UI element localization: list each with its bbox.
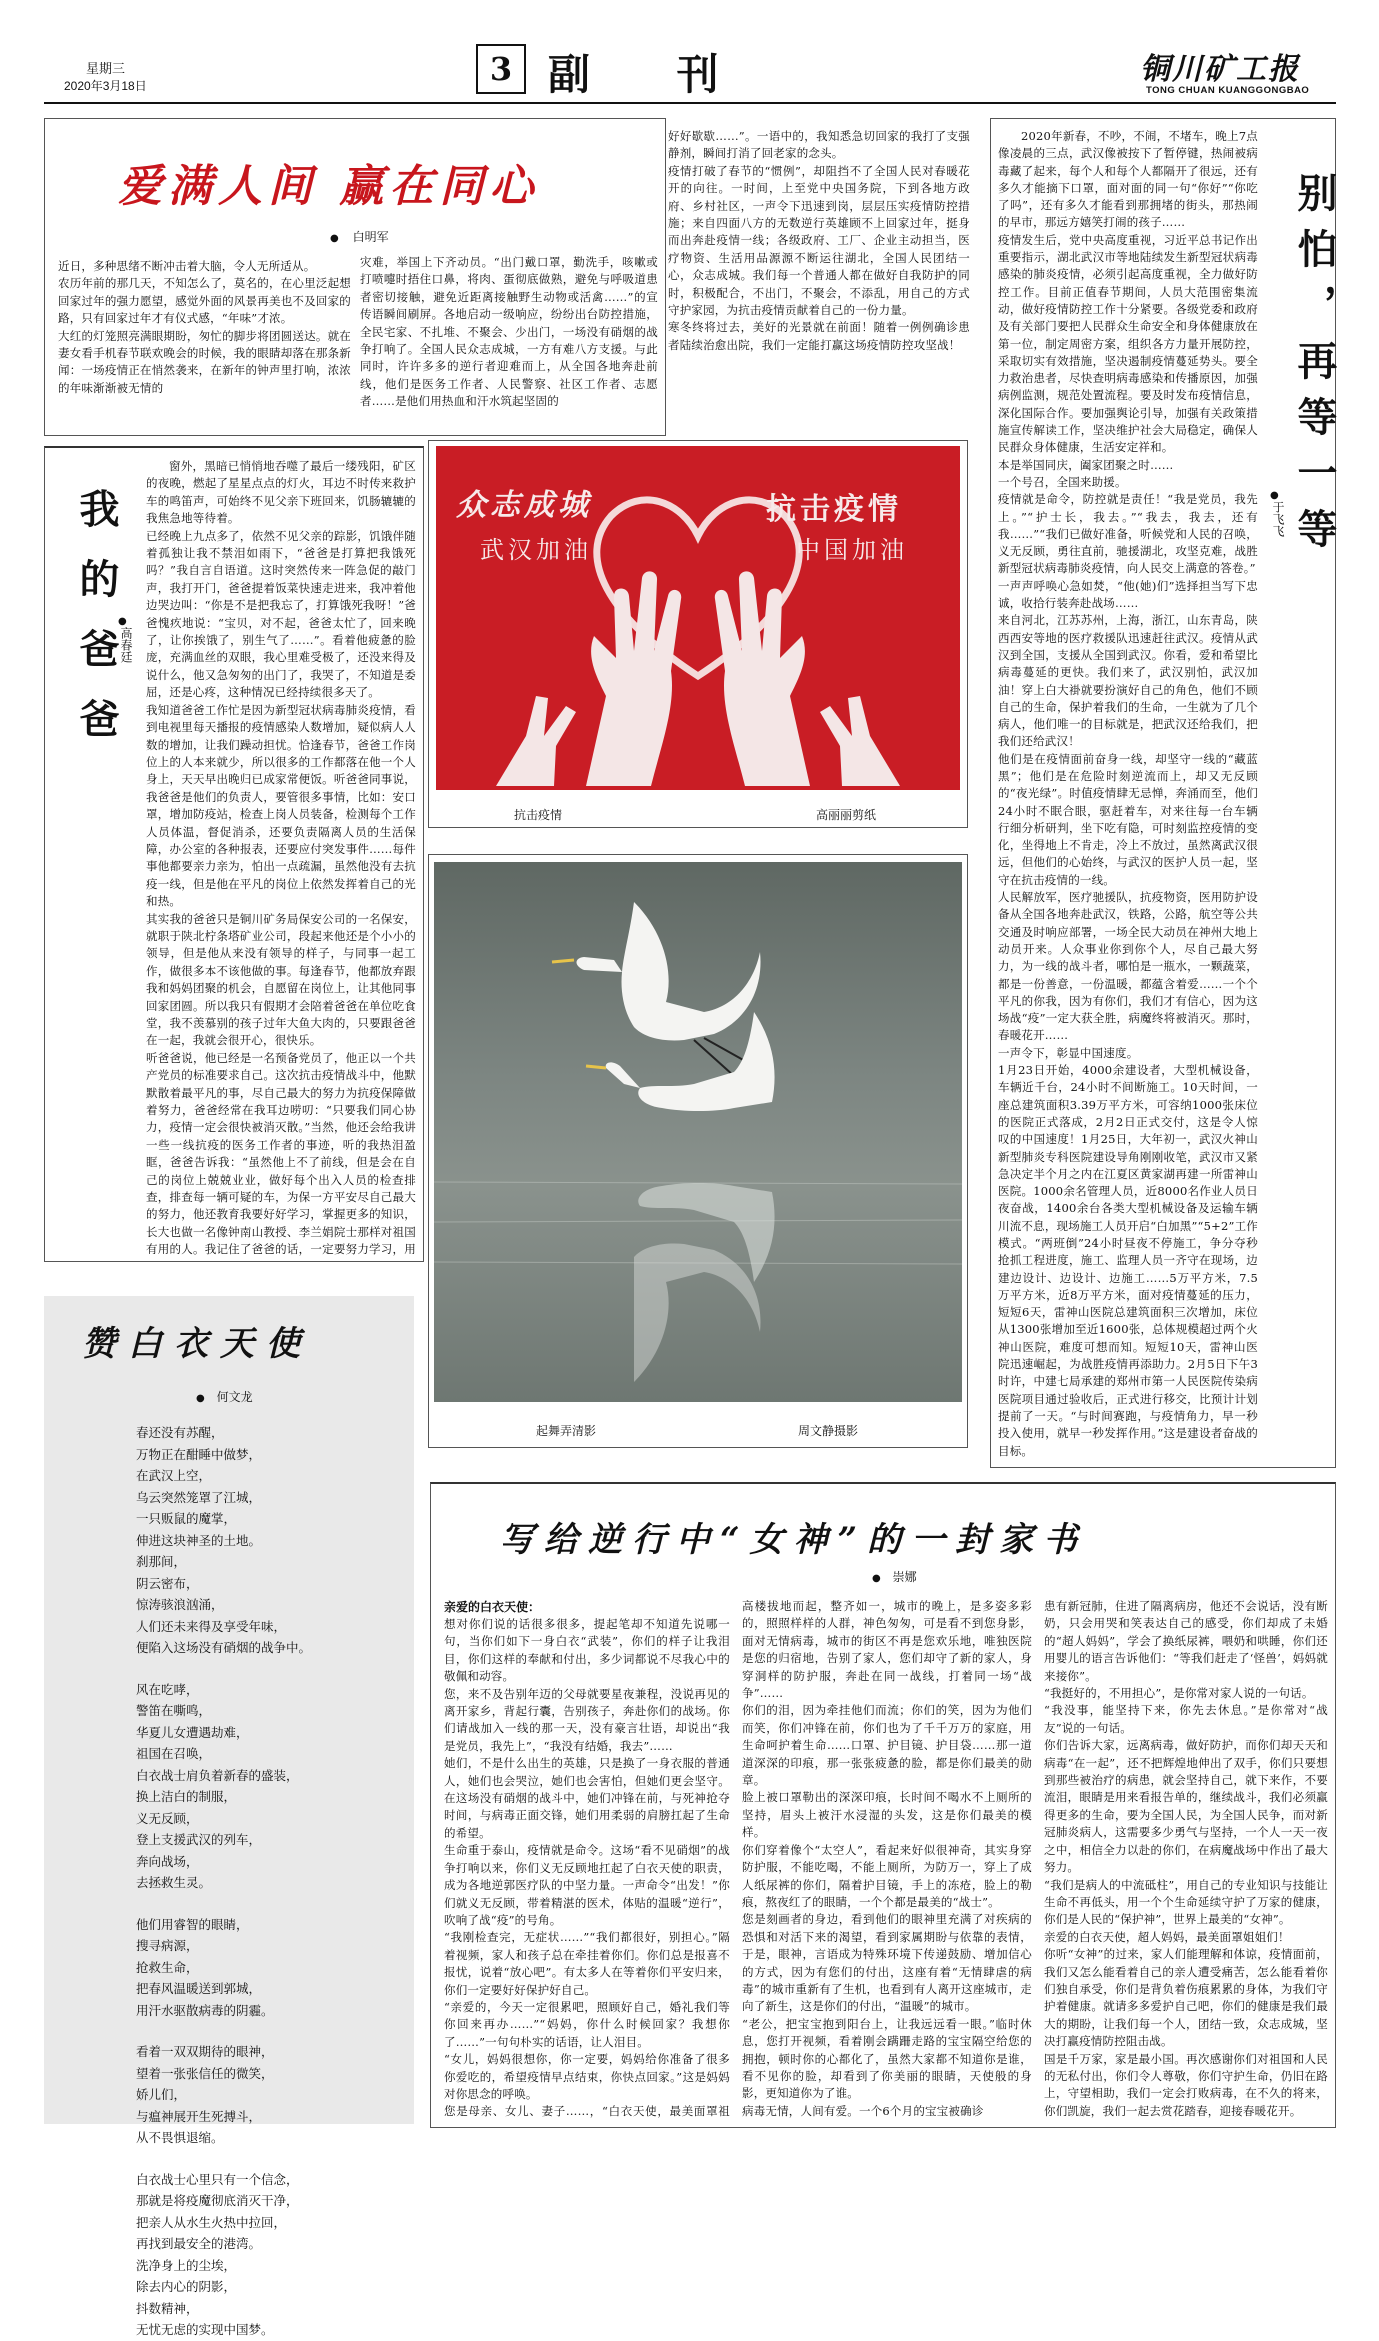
poem-line: 万物正在酣睡中做梦， [136, 1446, 262, 1462]
weekday: 星期三 [86, 61, 126, 76]
masthead-rule [44, 102, 1336, 104]
stanza-gap [136, 2021, 406, 2041]
poem-line: 抢救生命， [136, 1959, 199, 1975]
article-letter-col2: 高楼拔地而起，整齐如一，城市的晚上，是多姿多彩的，照照样样的人群，神色匆匆，可是看不到您身影，面对无情病毒，城市的街区不再是您欢乐地，唯独医院是您的归宿地，告别了家人，您们却守了新的家人，身穿洞样的防护服，奔赴在同一战线，打着同一场“战争”…… 你们的泪，因为牵挂他们而流；你们的笑，因为为他们而笑，你们冲锋在前，你们也为了千千万万的家庭，用生命呵护着生命……口罩、护目镜、护目袋……那一道道深深的印痕，那一张张疲惫的脸，都是你们最美的勋章。 脸上被口罩勒出的深深印痕，长时间不喝水不上厕所的坚持，眉头上被汗水浸湿的头发，这是你们最美的模样。 你们穿着像个“太空人”，看起来好似很神奇，其实身穿防护服，不能吃喝，不能上厕所，为防万一，穿上了成人纸尿裤的你们，隔着护目镜，手上的冻疮，脸上的勒痕，熬夜红了的眼睛，一个个都是最美的“战士”。 您是刻画者的身边，看到他们的眼神里充满了对疾病的恐惧和对活下来的渴望，看到家属期盼与依靠的表情，于是，眼神，言语成为特殊环境下传递鼓励、增加信心的方式，因为有您们的付出，这座有着“无情肆虐的病毒”的城市重新有了生机，也看到有人离开这座城市，走向了新生，这是你们的付出，“温暖”的城市。 “老公，把宝宝抱到阳台上，让我远远看一眼。”临时休息，您打开视频，看着刚会蹒跚走路的宝宝隔空给您的拥抱，顿时你的心都化了，虽然大家都不知道你是谁，看不见你的脸，却看到了你美丽的眼睛，天使般的身影，更知道你为了谁。 病毒无情，人间有爱。一个6个月的宝宝被确诊 [742, 1599, 1032, 2118]
article-fear-author-block [1270, 490, 1321, 540]
article-fear-title: 别怕，再等一等 [1291, 172, 1338, 564]
poem-line: 白衣战士肩负着新春的盛装， [136, 1767, 299, 1783]
poem-line: 无忧无虑的实现中国梦。 [136, 2322, 274, 2337]
poem-line: 抖数精神， [136, 2300, 199, 2316]
poem-line: 从不畏惧退缩。 [136, 2130, 224, 2145]
poem-line: 去拯救生灵。 [136, 1875, 212, 1890]
bullet-icon: ● [1270, 490, 1279, 501]
poem-praise-body [136, 1422, 406, 2341]
paper-cut-image [436, 446, 960, 790]
poem-line: 看着一双双期待的眼神， [136, 2044, 274, 2059]
poem-line: 奔向战场， [136, 1853, 199, 1869]
page-number: 3 [489, 50, 513, 88]
poem-line: 人们还未来得及享受年味， [136, 1618, 287, 1634]
poem-line: 刹那间， [136, 1554, 187, 1569]
article-letter-author-name: 崇娜 [892, 1570, 917, 1584]
egret-birds-icon [434, 862, 962, 1402]
poem-praise-author [196, 1388, 253, 1405]
poem-line: 乌云突然笼罩了江城， [136, 1489, 262, 1505]
poem-line: 便陷入这场没有硝烟的战争中。 [136, 1640, 312, 1655]
section-title: 副 刊 [548, 50, 755, 99]
photo-top-caption-right: 高丽丽剪纸 [816, 808, 877, 822]
poem-line: 他们用睿智的眼睛， [136, 1916, 249, 1932]
poem-line: 惊涛骇浪汹涌， [136, 1597, 224, 1612]
banner-left-1: 众志成城 [456, 488, 592, 523]
article-love-title: 爱满人间 赢在同心 [118, 161, 540, 212]
poem-praise-author-name: 何文龙 [216, 1390, 253, 1404]
poem-line: 祖国在召唤， [136, 1746, 212, 1761]
article-letter-col1: 想对你们说的话很多很多，提起笔却不知道先说哪一句，当你们如下一身白衣“武装”，你们的样子让我泪目，你们这样的奉献和付出，多少词都说不尽我心中的敬佩和动容。 您，来不及告别年迈的父母就要星夜兼程，没说再见的离开家乡，背起行囊，告别孩子，奔赴你们的战场。你们请战加入一线的那一天，没有豪言壮语，却说出“我是党员，我先上”，“我没有结婚，我去”…… 她们，不是什么出生的英雄，只是换了一身衣服的普通人，她们也会哭泣，她们也会害怕，但她们更会坚守。在这场没有硝烟的战斗中，她们冲锋在前，与死神抢夺时间，与病毒正面交锋，她们用柔弱的肩膀扛起了生命的希望。 生命重于泰山，疫情就是命令。这场“看不见硝烟”的战争打响以来，你们义无反顾地扛起了白衣天使的职责，成为各地逆郭医疗队的中坚力量。一声命令“出发！”你们就义无反顾，带着精湛的医术，体贴的温暖“逆行”，吹响了战“疫”的号角。 “我刚检查完，无症状……”“我们都很好，别担心。”隔着视频，家人和孩子总在牵挂着你们。你们总是报喜不报忧，说着“放心吧”。有太多人在等着你们平安归来，你们一定要好好保护好自己。 “亲爱的，今天一定很累吧，照顾好自己，婚礼我们等你回来再办……”“妈妈，你什么时候回家？我想你了……”一句句朴实的话语，让人泪目。 “女儿，妈妈很想你，你一定要，妈妈给你准备了很多你爱吃的，希望疫情早点结束，你快点回家。”这是妈妈对你思念的呼唤。 您是母亲、女儿、妻子……，“白衣天使，最美面罩祖 [444, 1617, 730, 2119]
issue-date: 2020年3月18日 [64, 79, 147, 93]
article-dad-title: 我的爸爸 [73, 488, 120, 768]
article-love-author-name: 白明军 [352, 230, 389, 244]
poem-line: 华夏儿女遭遇劫难， [136, 1724, 249, 1740]
banner-left-2: 武汉加油 [480, 536, 592, 564]
stanza-gap [136, 2149, 406, 2169]
bullet-icon: ● [118, 616, 127, 627]
stanza-gap [136, 1659, 406, 1679]
poem-line: 登上支援武汉的列车， [136, 1832, 262, 1847]
poem-line: 在武汉上空， [136, 1468, 212, 1483]
poem-line: 义无反顾， [136, 1810, 199, 1826]
page-number-badge [476, 44, 526, 94]
poem-line: 那就是将疫魔彻底消灭干净， [136, 2193, 299, 2208]
poem-line: 再找到最安全的港湾。 [136, 2236, 262, 2251]
article-love-col3: 好好歇歇……”。一语中的，我知悉急切回家的我打了支强静剂，瞬间打消了回老家的念头。 疫情打破了春节的“惯例”，却阻挡不了全国人民对春暖花开的向往。一时间，上至党中央国务院，下到各地方政府、乡村社区，一声令下迅速到岗，层层压实疫情防控措施；来自四面八方的无数逆行英雄顾不上回家过年，挺身而出奔赴疫情一线；各级政府、工厂、企业主动担当，医疗物资、生活用品源源不断运往湖北，全国人民团结一心，众志成城。我们每一个普通人都在做好自我防护的同时，积极配合，不出门，不聚会，不添乱，用自己的方式守护家园，为抗击疫情贡献着自己的一份力量。 寒冬终将过去，美好的光景就在前面！随着一例例确诊患者陆续治愈出院，我们一定能打赢这场疫情防控攻坚战！ [668, 129, 970, 352]
paper-name-en: TONG CHUAN KUANGGONGBAO [1146, 85, 1310, 96]
article-letter-title: 写给逆行中“女神”的一封家书 [500, 1520, 1088, 1560]
photo-bottom-caption-right: 周文静摄影 [798, 1424, 859, 1438]
article-dad-author: 高春廷 [119, 627, 133, 663]
bullet-icon: ● [330, 233, 339, 244]
poem-praise-title: 赞白衣天使 [82, 1324, 312, 1364]
bullet-icon: ● [196, 1393, 205, 1404]
poem-line: 把春风温暖送到郭城， [136, 1981, 262, 1996]
poem-line: 除去内心的阴影， [136, 2279, 237, 2294]
poem-line: 一只贩鼠的魔掌， [136, 1511, 237, 1526]
bullet-icon: ● [872, 1573, 881, 1584]
poem-line: 洗净身上的尘埃， [136, 2257, 237, 2273]
article-love-author [330, 228, 389, 245]
article-letter-greeting: 亲爱的白衣天使： [444, 1600, 541, 1614]
photo-bottom-caption-left: 起舞弄清影 [536, 1424, 597, 1438]
article-letter-col3: 患有新冠肺，住进了隔离病房，他还不会说话，没有断奶，只会用哭和笑表达自己的感受，你们却成了未婚的“超人妈妈”，学会了换纸尿裤，喂奶和哄睡，你们还用婴儿的语言告诉他们：“等我们赶走了‘怪兽’，妈妈就来接你”。 “我挺好的，不用担心”，是你常对家人说的一句话。 “我没事，能坚持下来，你先去休息。”是你常对“战友”说的一句话。 你们告诉大家，远离病毒，做好防护，而你们却天天和病毒“在一起”，还不把辉煌地伸出了双手，你们只要想到那些被治疗的病患，就会坚持自己，就下来作，不要流泪，眼睛是用来看报告单的，继续战斗，我们必须赢得更多的生命，要为全国人民，为全国人民争，而对新冠肺炎病人，这需要多少勇气与坚持，一个人一天一夜之中，相信全力以赴的你们，在病魔战场中作出了最大努力。 “我们是病人的中流砥柱”，用自己的专业知识与技能让生命不再低头，用一个个生命延续守护了万家的健康，你们是人民的“保护神”，世界上最美的“女神”。 亲爱的白衣天使，超人妈妈，最美面罩姐姐们！ 你听“女神”的过来，家人们能理解和体谅，疫情面前，我们又怎么能看着自己的亲人遭受痛苦，怎么能看着你们独自承受，你们是背负着伤痕累累的身体，为我们守护着健康。就请多多爱护自己吧，你们的健康是我们最大的期盼，让我们每一个人，团结一致，众志成城，坚决打赢疫情防控阻击战。 国是千万家，家是最小国。再次感谢你们对祖国和人民的无私付出，你们令人尊敬，你们守护生命，仍旧在路上，守望相助，我们一定会打败病毒，在不久的将来，你们凯旋，我们一起去赏花踏春，迎接春暖花开。 [1044, 1599, 1328, 2118]
article-love-col1: 近日，多种思绪不断冲击着大脑，令人无所适从。 农历年前的那几天，不知怎么了，莫名的，在心里泛起想回家过年的强力愿望，感觉外面的风景再美也不及回家的路，只有回家过年才有仪式感，“年味”才浓。 大红的灯笼照亮满眼期盼，匆忙的脚步将团圆送达。就在妻女看手机春节联欢晚会的时候，我的眼睛却落在那条新闻：一场疫情正在悄然袭来，在新年的钟声里打响，浓浓的年味渐渐被无情的 [58, 259, 351, 395]
banner-right-1: 抗击疫情 [766, 492, 902, 527]
poem-line: 把亲人从水生火热中拉回， [136, 2214, 287, 2230]
poem-line: 搜寻病源， [136, 1938, 199, 1953]
poem-line: 风在吃哮， [136, 1681, 199, 1697]
poem-line: 警笛在嘶鸣， [136, 1703, 212, 1718]
poem-line: 娇儿们， [136, 2087, 187, 2102]
photo-top-caption-left: 抗击疫情 [514, 808, 563, 822]
poem-line: 阴云密布， [136, 1575, 199, 1591]
article-fear-author: 于飞飞 [1271, 501, 1285, 537]
article-letter-author [872, 1568, 917, 1585]
article-dad-body: 窗外，黑暗已悄悄地吞噬了最后一缕残阳，矿区的夜晚，燃起了星星点点的灯火，耳边不时传来救护车的鸣笛声，可始终不见父亲下班回来，饥肠辘辘的我焦急地等待着。 已经晚上九点多了，依然不见父亲的踪影，饥饿伴随着孤独让我不禁泪如雨下，“爸爸是打算把我饿死吗？”我自言自语道。这时突然传来一阵急促的敲门声，我打开门，爸爸提着饭菜快速走进来，我冲着他边哭边叫：“你是不是把我忘了，打算饿死我呀！”爸爸愧疚地说：“宝贝，对不起，爸爸太忙了，回来晚了，让你挨饿了，别生气了……”。看着他疲惫的脸庞，充满血丝的双眼，我心里难受极了，还没来得及说什么，他又急匆匆的出门了，我哭了，不知道是委屈，还是心疼，这种情况已经持续很多天了。 我知道爸爸工作忙是因为新型冠状病毒肺炎疫情，看到电视里每天播报的疫情感染人数增加，疑似病人人数的增加，让我们躁动担忧。恰逢春节，爸爸工作岗位上的人本来就少，所以很多的工作都落在他一个人身上，天天早出晚归已成家常便饭。听爸爸同事说，我爸爸是他们的负责人，要管很多事情，比如：安口罩，增加防疫站，检查上岗人员装备，检测每个工作人员体温，督促消杀，还要负责隔离人员的生活保障，办公室的各种报表，还要应付突发事件……每件事他都要亲力亲为，怕出一点疏漏，虽然他没有去抗疫一线，但是他在平凡的岗位上依然发挥着自己的光和热。 其实我的爸爸只是铜川矿务局保安公司的一名保安，就职于陕北柠条塔矿业公司，段起来他还是个小小的领导，但是他从来没有领导的样子，与同事一起工作，做很多本不该他做的事。每逢春节，他都放弃跟我和妈妈团聚的机会，自愿留在岗位上，让其他同事回家团圆。所以我只有假期才会陪着爸爸在单位吃食堂，我不羡慕别的孩子过年大鱼大肉的，只要跟爸爸在一起，我就会很开心，很快乐。 听爸爸说，他已经是一名预备党员了，他正以一个共产党员的标准要求自己。这次抗击疫情战斗中，他默默散着最平凡的事，尽自己最大的努力为抗疫保障做着努力，爸爸经常在我耳边唠叨：“只要我们同心协力，疫情一定会很快被消灭散。”当然，他还会给我讲一些一线抗疫的医务工作者的事迹，听的我热泪盈眶，爸爸告诉我：“虽然他上不了前线，但是会在自己的岗位上兢兢业业，做好每个出入人员的检查排查，排查每一辆可疑的车，为保一方平安尽自己最大的努力，他还教育我要好好学习，掌握更多的知识，长大也做一名像钟南山教授、李兰娟院士那样对祖国有用的人。我记住了爸爸的话，一定要努力学习，用 [146, 459, 416, 1256]
stanza-gap [136, 1894, 406, 1914]
paper-name: 铜川矿工报 [1140, 52, 1300, 87]
poem-line: 与瘟神展开生死搏斗， [136, 2108, 262, 2124]
poem-line: 换上洁白的制服， [136, 1789, 237, 1804]
poem-line: 白衣战士心里只有一个信念， [136, 2171, 299, 2187]
poem-line: 望着一张张信任的微笑， [136, 2065, 274, 2081]
egret-photo [434, 862, 962, 1402]
poem-line: 伸进这块神圣的土地。 [136, 1532, 262, 1548]
article-fear-body: 2020年新春，不吵，不闹，不堵车，晚上7点像凌晨的三点，武汉像被按下了暂停键，热闹被病毒藏了起来，每个人和每个人都隔开了很远，还有多久才能摘下口罩，面对面的同一句“你好”“你吃了吗”，还有多久才能看到那拥堵的街头，那热闹的早市，那远方嬉笑打闹的孩子…… 疫情发生后，党中央高度重视，习近平总书记作出重要指示，湖北武汉市等地陆续发生新型冠状病毒感染的肺炎疫情，必须引起高度重视，全力做好防控工作。目前正值春节期间，人员大范围密集流动，做好疫情防控工作十分紧要。各级党委和政府及有关部门要把人民群众生命安全和身体健康放在第一位，制定周密方案，组织各方力量开展防控，采取切实有效措施，坚决遏制疫情蔓延势头。要全力救治患者，尽快查明病毒感染和传播原因，加强病例监测，规范处置流程。要及时发布疫情信息，深化国际合作。要加强舆论引导，加强有关政策措施宣传解读工作，坚决维护社会大局稳定，确保人民群众身体健康，生活安定祥和。 本是举国同庆，阖家团聚之时…… 一个号召，全国来助援。 疫情就是命令，防控就是责任！“我是党员，我先上。”“护士长，我去。”“我去，我去，还有我……”“我们已做好准备，听候党和人民的召唤，义无反顾，勇往直前，驰援湖北，攻坚克难，战胜新型冠状病毒肺炎疫情，向人民交上满意的答卷。” 一声声呼唤心急如焚，“他(她)们”选择担当写下忠诚，收拾行装奔赴战场…… 来自河北，江苏苏州，上海，浙江，山东青岛，陕西西安等地的医疗救援队迅速赶往武汉。疫情从武汉到全国，支援从全国到武汉。你看，爱和希望比病毒蔓延的更快。我们来了，武汉别怕，武汉加油！穿上白大褂就要扮演好自己的角色，他们不顾自己的生命，保护着我们的生命，一生就为了几个病人，他们唯一的目标就是，把武汉还给我们，把我们还给武汉！ 他们是在疫情面前奋身一线，却坚守一线的“藏蓝黑”；他们是在危险时刻逆流而上，却又无反顾的“夜光绿”。时值疫情肆无忌惮，奔涌而至，他们24小时不眠合眼，驱赶着车，对来往每一台车辆行细分析研判，坐下吃有隐，可时刻监控疫情的变化，坐得地上不肯走，冷上不放过，虽然离武汉很远，但他们的心始终，与武汉的医护人员一起，坚守在抗击疫情的一线。 人民解放军，医疗驰援队，抗疫物资，医用防护设备从全国各地奔赴武汉，铁路，公路，航空等公共交通及时响应部署，一场全民大动员在神州大地上动员开来。人众事业你到你个人，尽自己最大努力，为一线的战斗者，哪怕是一瓶水，一颗蔬菜，都是一份善意，一份温暖，都蕴含着爱……一个个平凡的你我，因为有你们，我们才有信心，因为这场战“疫”一定大获全胜，病魔终将被消灭。那时，春暖花开…… 一声令下，彰显中国速度。 1月23日开始，4000余建设者，大型机械设备，车辆近千台，24小时不间断施工。10天时间，一座总建筑面积3.39万平方米，可容纳1000张床位的医院正式落成，2月2日正式交付，这是令人惊叹的中国速度！1月25日，大年初一，武汉火神山新型肺炎专科医院建设导角刚刚收笔，武汉市又紧急决定半个月之内在江夏区黄家湖再建一所雷神山医院。1000余名管理人员，近8000名作业人员日夜奋战，1400余台各类大型机械设备及运输车辆川流不息，现场施工人员开启“白加黑”“5+2”工作模式。“两班倒”24小时昼夜不停施工，争分夺秒抢抓工程进度，施工、监理人员一齐守在现场，边建边设计、边设计、边施工……5万平方米，7.5万平方米，近8万平方米，面对疫情蔓延的压力，短短6天，雷神山医院总建筑面积三次增加，床位从1300张增加至近1600张，总体规模超过两个火神山医院，难度可想而知。短短10天，雷神山医院迅速崛起，为战胜疫情再添助力。2月5日下午3时许，中建七局承建的郑州市第一人民医院传染病医院项目通过验收后，正式进行移交，比预计计划提前了一天。“与时间赛跑，与疫情角力，早一秒投入使用，就早一秒发挥作用。”这是建设者奋战的目标。 [998, 129, 1258, 1458]
banner-right-2: 中国加油 [796, 536, 908, 564]
poem-line: 春还没有苏醒， [136, 1425, 224, 1440]
article-love-col2: 灾难，举国上下齐动员。“出门戴口罩，勤洗手，咳嗽或打喷嚏时捂住口鼻，将肉、蛋彻底做熟，避免与呼吸道患者密切接触，避免近距离接触野生动物或活禽……”的宣传语瞬间刷屏。各地启动一级响应，纷纷出台防控措施，全民宅家、不扎堆、不聚会、少出门，一场没有硝烟的战争打响了。全国人民众志成城，一方有难八方支援。与此同时，许许多多的逆行者迎难而上，从全国各地奔赴前线，他们是医务工作者、人民警察、社区工作者、志愿者……是他们用热血和汗水筑起坚固的 [360, 255, 658, 409]
poem-line: 用汗水驱散病毒的阴霾。 [136, 2002, 274, 2018]
